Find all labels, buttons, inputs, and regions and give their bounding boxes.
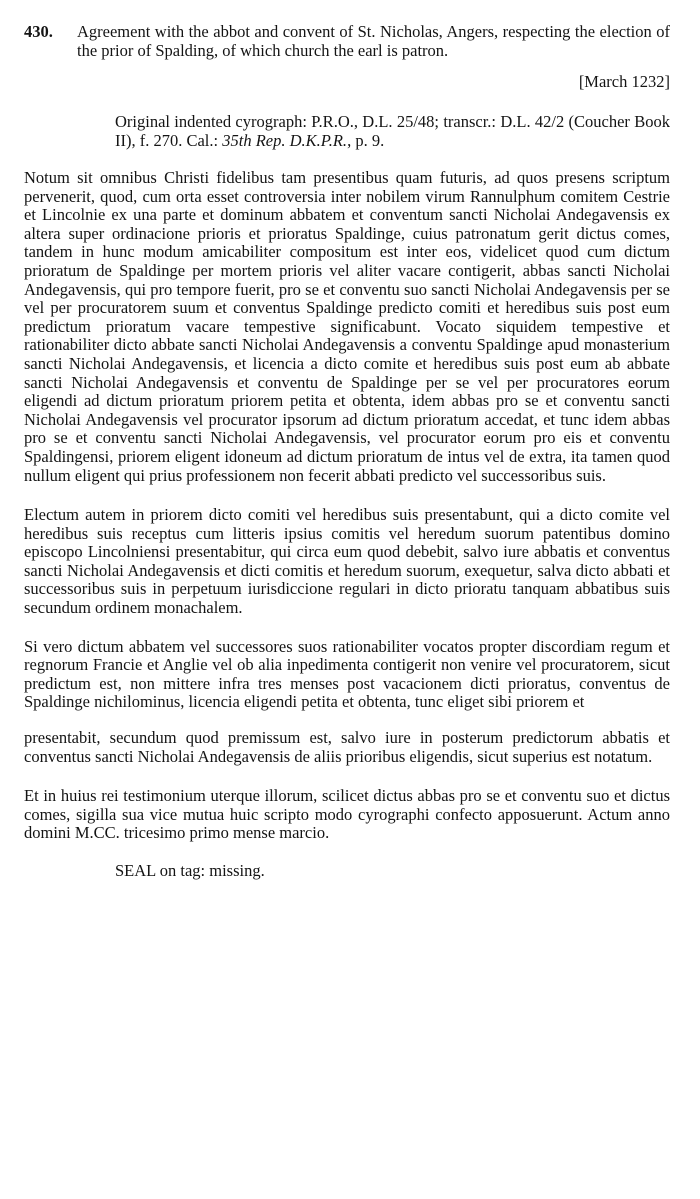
entry-number: 430. <box>24 22 53 41</box>
paragraph: Notum sit omnibus Christi fidelibus tam presentibus quam futuris, ad quos presens scriptum pervenerit, quod, cum orta esset controversia inter nobilem virum Rannulphum comitem Cestrie et Lincolnie ex una parte et dominum abbatem et conventum sancti Nicholai Andegavensis ex altera super ordinacione prioris et prioratus Spaldinge, cuius patronatum gerit dictus comes, tandem in hunc modum amicabiliter compositum est inter eos, videlicet quod cum dictum prioratum de Spaldinge per mortem prioris vel aliter vacare contigerit, abbas sancti Nicholai Andegavensis, qui pro tempore fuerit, pro se et conventu suo sancti Nicholai Andegavensis per se vel per procuratorem suum et conventus Spaldinge predicto comiti et heredibus suis post eum predictum prioratum vacare tempestive significabunt. Vocato siquidem tempestive et rationabiliter dicto abbate sancti Nicholai Andegavensis a conventu Spaldinge apud monasterium sancti Nicholai Andegavensis, et licencia a dicto comite et heredibus suis post eum ab abbate sancti Nicholai Andegavensis et conventu de Spaldinge per se vel per procuratores eorum eligendi ad dictum prioratum priorem petita et obtenta, idem abbas pro se et conventu sancti Nicholai Andegavensis vel procurator ipsorum ad dictum prioratum accedat, et tunc idem abbas pro se et conventu sancti Nicholai Andegavensis, vel procurator eorum pro eis et conventu Spaldingensi, priorem eligent idoneum ad dictum prioratum de intus vel de extra, ita tamen quod nullum eligent qui prius professionem non fecerit abbati predicto vel successoribus suis. <box>24 168 670 485</box>
paragraph: Electum autem in priorem dicto comiti vel heredibus suis presentabunt, qui a dicto comite vel heredibus suis receptus cum litteris ipsius comitis vel heredum suorum patentibus domino episcopo Lincolniensi presentabitur, qui circa eum quod debebit, salvo iure abbatis et conventus sancti Nicholai Andegavensis et dicti comitis et heredum suorum, exequetur, salva dicto abbati et successoribus suis in perpetuum iurisdiccione regulari in dicto prioratu tanquam abbatibus suis secundum ordinem monachalem. <box>24 505 670 618</box>
paragraph: presentabit, secundum quod premissum est, salvo iure in posterum predictorum abbatis et conventus sancti Nicholai Andegavensis de aliis prioribus eligendis, sicut superius est notatum. <box>24 728 670 766</box>
entry-heading: Agreement with the abbot and convent of St. Nicholas, Angers, respecting the election of the prior of Spalding, of which church the earl is patron. <box>77 22 670 60</box>
seal-note: SEAL on tag: missing. <box>115 861 265 880</box>
source-text-end: , p. 9. <box>347 131 385 150</box>
entry-date: [March 1232] <box>578 72 670 91</box>
source-text: Original indented cyrograph: P.R.O., D.L. 25/48; transcr.: D.L. 42/2 (Coucher Book II), f. 270. Cal.: <box>115 112 670 150</box>
source-italic: 35th Rep. D.K.P.R. <box>222 131 348 150</box>
entry-header <box>24 22 670 60</box>
paragraph: Et in huius rei testimonium uterque illorum, scilicet dictus abbas pro se et conventu suo et dictus comes, sigilla sua vice mutua huic scripto modo cyrographi confecto apposuerunt. Actum anno domini M.CC. tricesimo primo mense marcio. <box>24 786 670 843</box>
source-note <box>115 112 670 150</box>
document-page <box>24 22 670 880</box>
paragraph: Si vero dictum abbatem vel successores suos rationabiliter vocatos propter discordiam regum et regnorum Francie et Anglie vel ob alia inpedimenta contigerit non venire vel procuratorem, sicut predictum est, non mittere infra tres menses post vacacionem dicti prioratus, conventus de Spaldinge nichilominus, licencia eligendi petita et obtenta, tunc eliget sibi priorem et <box>24 636 670 712</box>
